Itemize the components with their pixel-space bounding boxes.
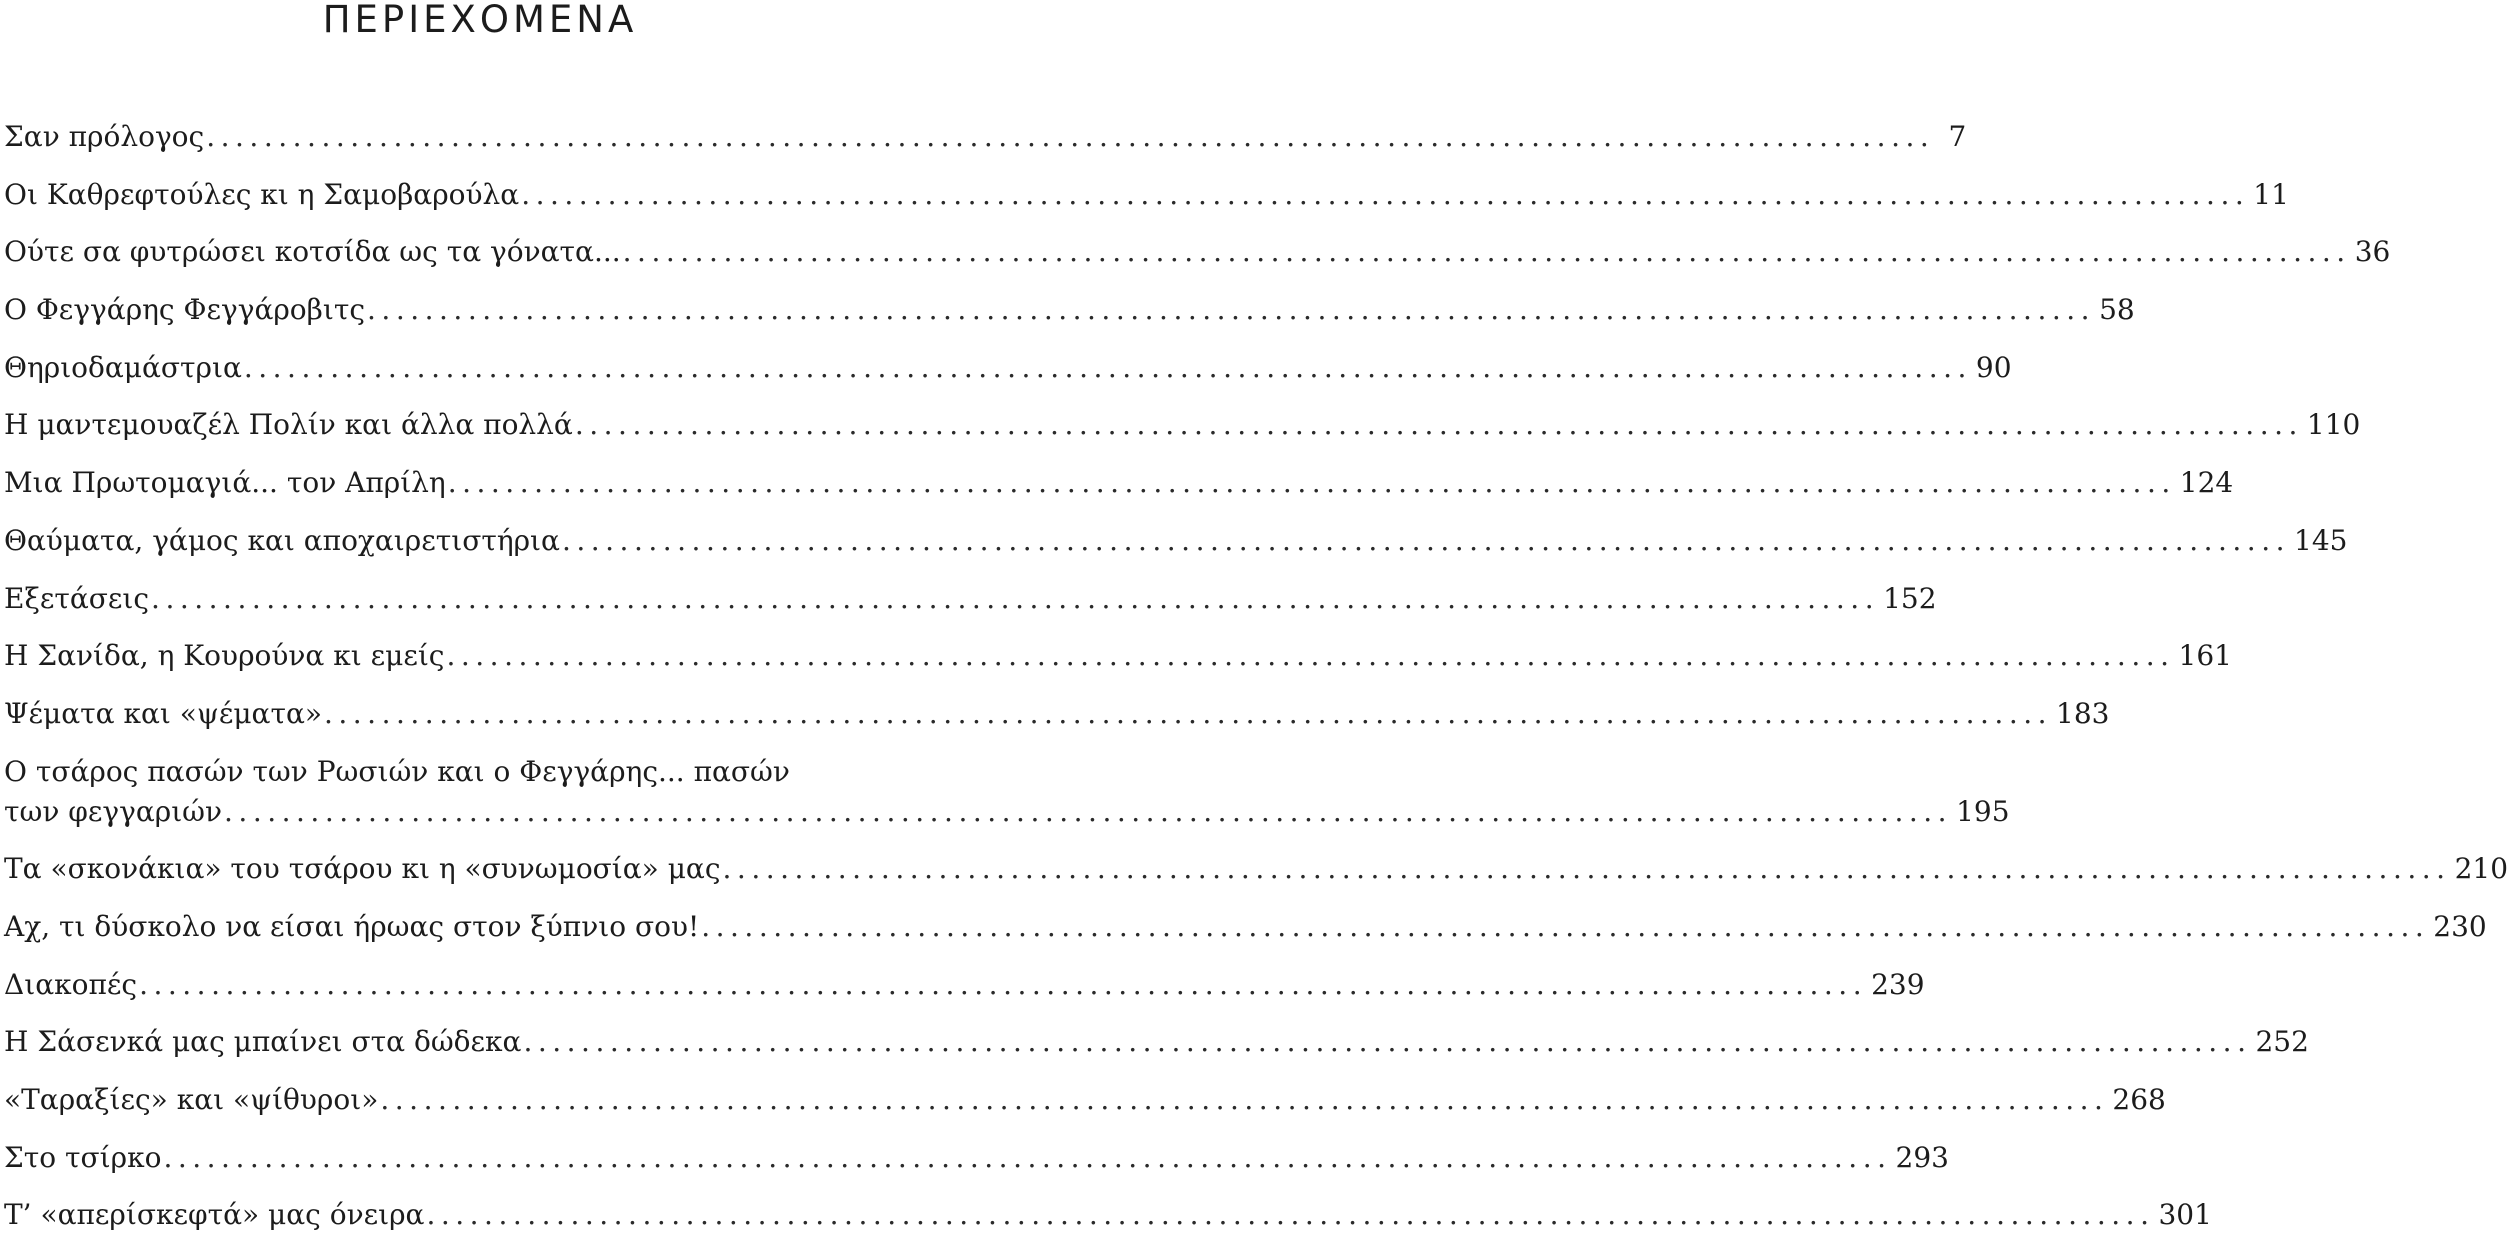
- toc-entry-title: Αχ, τι δύσκολο να είσαι ήρωας στον ξύπνιο σου!: [4, 909, 700, 943]
- toc-entry-title: Σαν πρόλογος: [4, 120, 205, 153]
- toc-entry: [4, 1080, 2166, 1120]
- toc-entry-page-number: 36: [2354, 235, 2391, 269]
- toc-entry-row: [4, 694, 2110, 734]
- toc-entry: [4, 579, 1937, 619]
- toc-entry-title: Τ’ «απερίσκεφτά» μας όνειρα: [4, 1198, 425, 1232]
- dot-leader: ........................................................................................................................: [722, 852, 2451, 886]
- toc-entry-row: [4, 1022, 2309, 1062]
- toc-entry-page-number: 110: [2306, 408, 2361, 442]
- toc-entry: [4, 1138, 1949, 1178]
- toc-entry-page-number: 239: [1871, 967, 1925, 1001]
- toc-entry: [4, 1195, 2212, 1235]
- toc-entry-title: Η μαντεμουαζέλ Πολίν και άλλα πολλά: [4, 408, 573, 442]
- toc-entry-page-number: 268: [2112, 1083, 2166, 1116]
- toc-entry-title: Εξετάσεις: [4, 581, 150, 615]
- toc-entry-page-number: 230: [2433, 909, 2487, 943]
- toc-entry-row: [4, 1195, 2212, 1235]
- toc-entry-page-number: 11: [2253, 177, 2289, 211]
- toc-entry: [4, 232, 2391, 272]
- dot-leader: ........................................................................................................................: [426, 1198, 2155, 1232]
- toc-entry-title-line: Ο τσάρος πασών των Ρωσιών και ο Φεγγάρης... πασών: [4, 754, 790, 788]
- toc-entry-page-number: 252: [2255, 1025, 2309, 1059]
- toc-entry: [4, 405, 2361, 445]
- toc-entry-title: Στο τσίρκο: [4, 1140, 162, 1174]
- dot-leader: ........................................................................................................................: [380, 1083, 2109, 1116]
- dot-leader: ........................................................................................................................: [523, 1025, 2252, 1059]
- dot-leader: ........................................................................................................................: [367, 293, 2096, 327]
- toc-entry-page-number: 293: [1895, 1140, 1949, 1174]
- dot-leader: ........................................................................................................................: [521, 177, 2250, 211]
- dot-leader: ........................................................................................................................: [622, 235, 2351, 269]
- toc-entry-row: [4, 907, 2487, 947]
- toc-entry-row: [4, 1080, 2166, 1120]
- toc-entry-row: [4, 792, 2010, 832]
- toc-entry-row: [4, 348, 2012, 388]
- toc-entry-page-number: 210: [2454, 852, 2508, 886]
- toc-entry-page-number: 195: [1956, 794, 2010, 828]
- toc-entry-row: [4, 117, 1967, 157]
- toc-entry-row: [4, 232, 2391, 272]
- toc-entry-row: [4, 521, 2348, 561]
- toc-entry-title: Η Σανίδα, η Κουρούνα κι εμείς: [4, 639, 445, 673]
- toc-entry: [4, 636, 2232, 676]
- toc-entry-page-number: 301: [2158, 1198, 2212, 1232]
- toc-entry-title: Οι Καθρεφτούλες κι η Σαμοβαρούλα: [4, 177, 520, 211]
- toc-entry-title: «Ταραξίες» και «ψίθυροι»: [4, 1083, 379, 1116]
- dot-leader: ........................................................................................................................: [139, 967, 1868, 1001]
- toc-entry: [4, 907, 2487, 947]
- toc-entry: [4, 348, 2012, 388]
- dot-leader: ........................................................................................................................: [151, 581, 1880, 615]
- toc-entry-page-number: 145: [2294, 523, 2348, 557]
- toc-entry-row: [4, 849, 2508, 889]
- toc-entry: [4, 694, 2110, 734]
- toc-entry-title: Θαύματα, γάμος και αποχαιρετιστήρια: [4, 523, 560, 557]
- toc-entry-title: Μια Πρωτομαγιά... τον Απρίλη: [4, 466, 446, 500]
- toc-entry-title: Ούτε σα φυτρώσει κοτσίδα ως τα γόνατα...: [4, 235, 621, 269]
- dot-leader: ........................................................................................................................: [447, 466, 2176, 500]
- dot-leader: ........................................................................................................................: [206, 120, 1935, 153]
- toc-entry-row: [4, 175, 2289, 215]
- toc-entry-page-number: 161: [2178, 639, 2232, 673]
- dot-leader: ........................................................................................................................: [701, 909, 2430, 943]
- dot-leader: ........................................................................................................................: [243, 350, 1972, 384]
- toc-entry-page-number: 90: [1975, 350, 2012, 384]
- toc-entry-page-number: 183: [2056, 696, 2110, 730]
- toc-entry: [4, 117, 1967, 157]
- toc-entry-title: Ψέματα και «ψέματα»: [4, 696, 322, 730]
- toc-entry: [4, 849, 2508, 889]
- toc-entry-title: Η Σάσενκά μας μπαίνει στα δώδεκα: [4, 1025, 522, 1059]
- toc-entry-page-number: 152: [1883, 581, 1937, 615]
- toc-entry-row: [4, 1138, 1949, 1178]
- toc-entry-page-number: 58: [2099, 293, 2135, 327]
- toc-entry: [4, 463, 2234, 503]
- toc-entry-row: [4, 290, 2135, 330]
- table-of-contents: [4, 117, 2508, 1253]
- dot-leader: ........................................................................................................................: [323, 696, 2053, 730]
- toc-entry-row: [4, 965, 1925, 1005]
- page-title: ΠΕΡΙΕΧΟΜΕΝΑ: [322, 0, 638, 41]
- toc-entry-title: των φεγγαριών: [4, 794, 223, 828]
- toc-entry-row: [4, 579, 1937, 619]
- dot-leader: ........................................................................................................................: [224, 794, 1953, 828]
- toc-entry-page-number: 7: [1948, 120, 1967, 153]
- toc-entry-title: Διακοπές: [4, 967, 138, 1001]
- toc-entry: [4, 965, 1925, 1005]
- dot-leader: ........................................................................................................................: [163, 1140, 1892, 1174]
- dot-leader: ........................................................................................................................: [574, 408, 2303, 442]
- toc-entry-title: Θηριοδαμάστρια: [4, 350, 242, 384]
- toc-entry-row: [4, 405, 2361, 445]
- toc-entry-page-number: 124: [2179, 466, 2234, 500]
- toc-entry-title: Τα «σκονάκια» του τσάρου κι η «συνωμοσία» μας: [4, 852, 721, 886]
- toc-entry: [4, 1022, 2309, 1062]
- toc-entry: [4, 290, 2135, 330]
- toc-entry-row: [4, 463, 2234, 503]
- toc-entry: [4, 521, 2348, 561]
- toc-entry-row: [4, 636, 2232, 676]
- toc-entry: [4, 752, 2010, 832]
- toc-entry-title: Ο Φεγγάρης Φεγγάροβιτς: [4, 293, 366, 327]
- dot-leader: ........................................................................................................................: [446, 639, 2175, 673]
- toc-entry: [4, 175, 2289, 215]
- dot-leader: ........................................................................................................................: [561, 523, 2290, 557]
